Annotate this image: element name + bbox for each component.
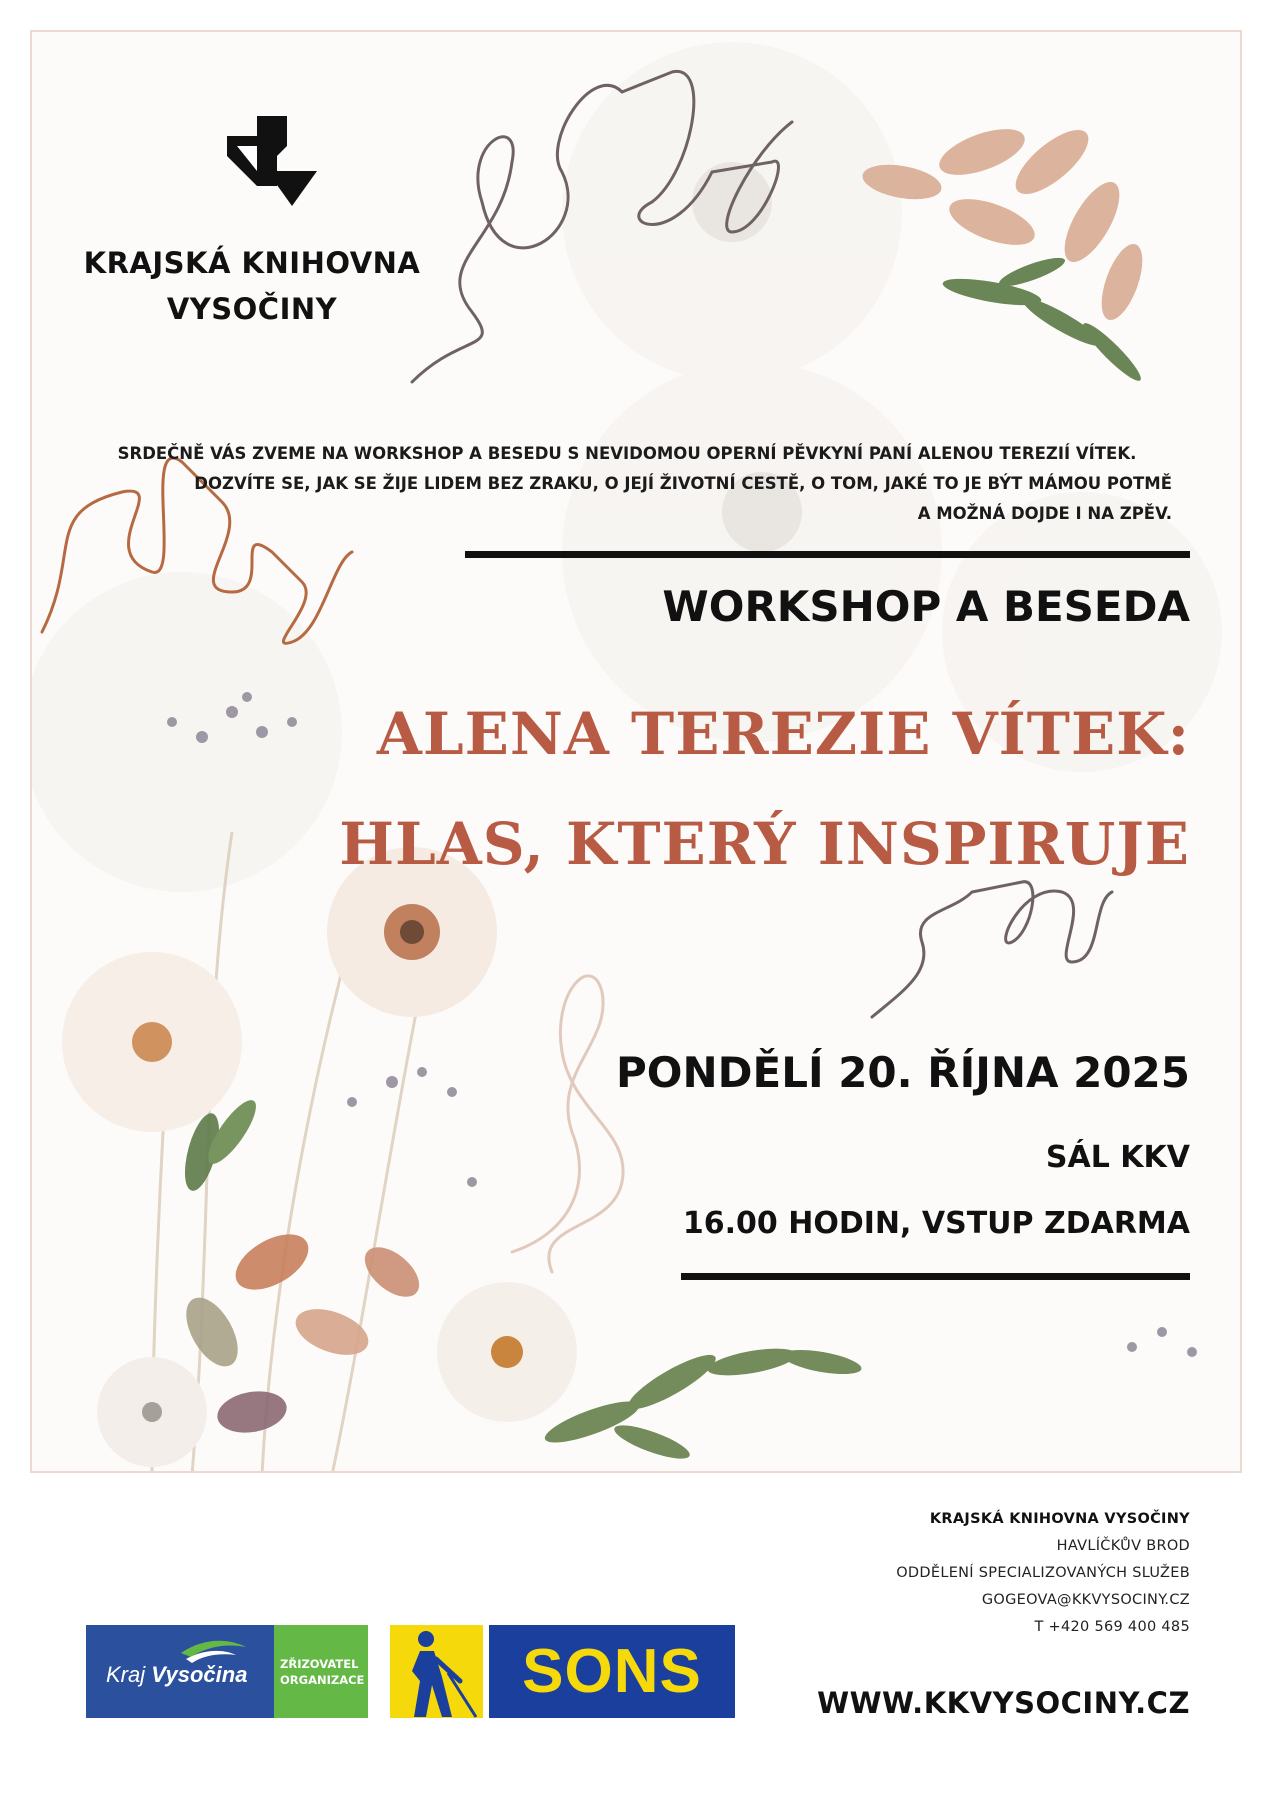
library-name-line2: VYSOČINY bbox=[166, 292, 338, 326]
kraj-role-line1: ZŘIZOVATEL bbox=[280, 1656, 359, 1671]
invitation-line3: A MOŽNÁ DOJDE I NA ZPĚV. bbox=[917, 504, 1172, 523]
event-time: 16.00 HODIN, VSTUP ZDARMA bbox=[682, 1206, 1190, 1241]
invitation-line1: SRDEČNĚ VÁS ZVEME NA WORKSHOP A BESEDU S NEVIDOMOU OPERNÍ PĚVKYNÍ PANÍ ALENOU TEREZIÍ VÍTEK. bbox=[117, 444, 1137, 463]
website-link[interactable]: WWW.KKVYSOCINY.CZ bbox=[817, 1686, 1190, 1720]
kraj-vysocina-logo bbox=[86, 1625, 368, 1718]
invitation-line2: DOZVÍTE SE, JAK SE ŽIJE LIDEM BEZ ZRAKU, O JEJÍ ŽIVOTNÍ CESTĚ, O TOM, JAKÉ TO JE BÝT MÁMOU POTMĚ bbox=[194, 474, 1172, 493]
divider-bottom bbox=[681, 1273, 1190, 1280]
event-title-line1: ALENA TEREZIE VÍTEK: bbox=[376, 700, 1190, 768]
contact-city: HAVLÍČKŮV BROD bbox=[1056, 1538, 1190, 1554]
event-date: PONDĚLÍ 20. ŘÍJNA 2025 bbox=[616, 1048, 1190, 1097]
contact-org: KRAJSKÁ KNIHOVNA VYSOČINY bbox=[929, 1511, 1190, 1527]
kraj-word1: Kraj bbox=[106, 1662, 146, 1687]
music-notes-icon-3 bbox=[872, 882, 1112, 1017]
kraj-role-panel bbox=[274, 1625, 368, 1718]
invitation-text bbox=[82, 439, 1172, 529]
kraj-logo-blue-panel bbox=[86, 1625, 274, 1718]
contact-block bbox=[896, 1506, 1190, 1641]
contact-email[interactable]: GOGEOVA@KKVYSOCINY.CZ bbox=[981, 1592, 1190, 1608]
library-logo-icon bbox=[227, 116, 317, 216]
sons-yellow-panel bbox=[390, 1625, 483, 1718]
sons-wordmark: SONS bbox=[489, 1625, 735, 1718]
contact-department: ODDĚLENÍ SPECIALIZOVANÝCH SLUŽEB bbox=[896, 1565, 1190, 1581]
divider-top bbox=[465, 551, 1190, 558]
kraj-wordmark bbox=[106, 1662, 247, 1688]
event-type: WORKSHOP A BESEDA bbox=[662, 582, 1190, 631]
event-title-line2: HLAS, KTERÝ INSPIRUJE bbox=[339, 810, 1190, 878]
blind-person-icon bbox=[390, 1625, 483, 1718]
contact-phone: T +420 569 400 485 bbox=[1034, 1619, 1190, 1635]
sons-logo bbox=[390, 1625, 735, 1718]
library-name-line1: KRAJSKÁ KNIHOVNA bbox=[83, 246, 421, 280]
kraj-word2: Vysočina bbox=[151, 1662, 248, 1687]
library-name bbox=[72, 240, 432, 332]
event-venue: SÁL KKV bbox=[1045, 1140, 1190, 1175]
kraj-role-line2: ORGANIZACE bbox=[280, 1672, 365, 1687]
treble-clef-icon bbox=[512, 976, 623, 1272]
